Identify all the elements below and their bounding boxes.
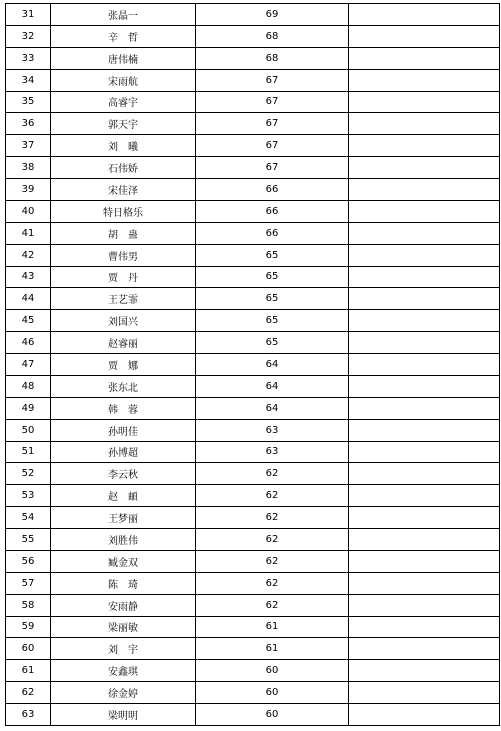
score-cell: 68	[196, 25, 349, 47]
name-cell: 胡 蛊	[51, 222, 196, 244]
table-row	[6, 616, 500, 638]
remark-cell	[349, 507, 500, 529]
row-number-cell: 32	[6, 25, 51, 47]
score-cell: 60	[196, 704, 349, 726]
row-number-cell: 36	[6, 113, 51, 135]
score-table	[5, 3, 500, 726]
remark-cell	[349, 419, 500, 441]
score-cell: 64	[196, 375, 349, 397]
table-row	[6, 550, 500, 572]
score-cell: 65	[196, 332, 349, 354]
table-row	[6, 47, 500, 69]
row-number-cell: 45	[6, 310, 51, 332]
table-row	[6, 4, 500, 26]
name-cell: 特日格乐	[51, 200, 196, 222]
row-number-cell: 42	[6, 244, 51, 266]
score-cell: 62	[196, 550, 349, 572]
remark-cell	[349, 4, 500, 26]
remark-cell	[349, 200, 500, 222]
score-cell: 60	[196, 682, 349, 704]
row-number-cell: 39	[6, 179, 51, 201]
name-cell: 梁丽敏	[51, 616, 196, 638]
row-number-cell: 60	[6, 638, 51, 660]
name-cell: 刘胜伟	[51, 529, 196, 551]
remark-cell	[349, 375, 500, 397]
row-number-cell: 58	[6, 594, 51, 616]
remark-cell	[349, 179, 500, 201]
row-number-cell: 40	[6, 200, 51, 222]
row-number-cell: 62	[6, 682, 51, 704]
remark-cell	[349, 485, 500, 507]
table-row	[6, 25, 500, 47]
name-cell: 辛 哲	[51, 25, 196, 47]
name-cell: 徐金婷	[51, 682, 196, 704]
remark-cell	[349, 332, 500, 354]
score-cell: 65	[196, 266, 349, 288]
table-row	[6, 529, 500, 551]
table-body	[6, 4, 500, 726]
score-cell: 62	[196, 572, 349, 594]
score-cell: 67	[196, 113, 349, 135]
table-row	[6, 375, 500, 397]
remark-cell	[349, 529, 500, 551]
row-number-cell: 38	[6, 157, 51, 179]
remark-cell	[349, 397, 500, 419]
row-number-cell: 50	[6, 419, 51, 441]
table-row	[6, 572, 500, 594]
score-cell: 62	[196, 529, 349, 551]
name-cell: 刘 曦	[51, 135, 196, 157]
table-row	[6, 266, 500, 288]
table-row	[6, 288, 500, 310]
row-number-cell: 63	[6, 704, 51, 726]
row-number-cell: 41	[6, 222, 51, 244]
score-cell: 61	[196, 616, 349, 638]
remark-cell	[349, 572, 500, 594]
row-number-cell: 34	[6, 69, 51, 91]
name-cell: 赵睿丽	[51, 332, 196, 354]
table-row	[6, 507, 500, 529]
name-cell: 陈 琦	[51, 572, 196, 594]
remark-cell	[349, 25, 500, 47]
remark-cell	[349, 113, 500, 135]
remark-cell	[349, 550, 500, 572]
remark-cell	[349, 616, 500, 638]
score-cell: 69	[196, 4, 349, 26]
table-row	[6, 354, 500, 376]
remark-cell	[349, 441, 500, 463]
table-row	[6, 397, 500, 419]
remark-cell	[349, 266, 500, 288]
score-cell: 63	[196, 419, 349, 441]
score-cell: 65	[196, 288, 349, 310]
score-cell: 68	[196, 47, 349, 69]
score-cell: 62	[196, 485, 349, 507]
score-cell: 66	[196, 222, 349, 244]
score-cell: 61	[196, 638, 349, 660]
table-row	[6, 135, 500, 157]
remark-cell	[349, 157, 500, 179]
remark-cell	[349, 594, 500, 616]
row-number-cell: 51	[6, 441, 51, 463]
row-number-cell: 49	[6, 397, 51, 419]
table-row	[6, 594, 500, 616]
name-cell: 安鑫琪	[51, 660, 196, 682]
name-cell: 宋雨航	[51, 69, 196, 91]
table-row	[6, 69, 500, 91]
score-cell: 66	[196, 200, 349, 222]
row-number-cell: 56	[6, 550, 51, 572]
score-cell: 65	[196, 310, 349, 332]
name-cell: 刘 宇	[51, 638, 196, 660]
name-cell: 王梦丽	[51, 507, 196, 529]
row-number-cell: 35	[6, 91, 51, 113]
score-cell: 66	[196, 179, 349, 201]
row-number-cell: 55	[6, 529, 51, 551]
name-cell: 刘国兴	[51, 310, 196, 332]
name-cell: 李云秋	[51, 463, 196, 485]
table-row	[6, 222, 500, 244]
table-row	[6, 660, 500, 682]
table-row	[6, 441, 500, 463]
name-cell: 张东北	[51, 375, 196, 397]
row-number-cell: 61	[6, 660, 51, 682]
name-cell: 王艺霏	[51, 288, 196, 310]
score-cell: 62	[196, 594, 349, 616]
row-number-cell: 54	[6, 507, 51, 529]
remark-cell	[349, 463, 500, 485]
name-cell: 梁明明	[51, 704, 196, 726]
remark-cell	[349, 91, 500, 113]
name-cell: 贾 娜	[51, 354, 196, 376]
table-row	[6, 200, 500, 222]
row-number-cell: 43	[6, 266, 51, 288]
name-cell: 孙博超	[51, 441, 196, 463]
name-cell: 石伟娇	[51, 157, 196, 179]
row-number-cell: 33	[6, 47, 51, 69]
remark-cell	[349, 135, 500, 157]
remark-cell	[349, 638, 500, 660]
row-number-cell: 31	[6, 4, 51, 26]
row-number-cell: 37	[6, 135, 51, 157]
row-number-cell: 47	[6, 354, 51, 376]
name-cell: 唐伟楠	[51, 47, 196, 69]
name-cell: 贾 丹	[51, 266, 196, 288]
row-number-cell: 59	[6, 616, 51, 638]
table-row	[6, 704, 500, 726]
remark-cell	[349, 244, 500, 266]
row-number-cell: 48	[6, 375, 51, 397]
row-number-cell: 46	[6, 332, 51, 354]
score-cell: 62	[196, 507, 349, 529]
row-number-cell: 44	[6, 288, 51, 310]
name-cell: 赵 頔	[51, 485, 196, 507]
score-cell: 67	[196, 157, 349, 179]
table-row	[6, 310, 500, 332]
remark-cell	[349, 47, 500, 69]
score-cell: 62	[196, 463, 349, 485]
score-cell: 67	[196, 69, 349, 91]
remark-cell	[349, 310, 500, 332]
table-row	[6, 157, 500, 179]
table-row	[6, 113, 500, 135]
remark-cell	[349, 682, 500, 704]
score-cell: 65	[196, 244, 349, 266]
row-number-cell: 52	[6, 463, 51, 485]
table-row	[6, 682, 500, 704]
name-cell: 臧金双	[51, 550, 196, 572]
name-cell: 韩 蓉	[51, 397, 196, 419]
score-cell: 67	[196, 91, 349, 113]
remark-cell	[349, 660, 500, 682]
score-cell: 63	[196, 441, 349, 463]
name-cell: 孙明佳	[51, 419, 196, 441]
table-row	[6, 463, 500, 485]
row-number-cell: 53	[6, 485, 51, 507]
remark-cell	[349, 69, 500, 91]
row-number-cell: 57	[6, 572, 51, 594]
name-cell: 宋佳泽	[51, 179, 196, 201]
table-row	[6, 485, 500, 507]
name-cell: 曹伟男	[51, 244, 196, 266]
remark-cell	[349, 354, 500, 376]
table-row	[6, 638, 500, 660]
table-row	[6, 179, 500, 201]
score-cell: 67	[196, 135, 349, 157]
name-cell: 安雨静	[51, 594, 196, 616]
score-cell: 60	[196, 660, 349, 682]
name-cell: 高睿宇	[51, 91, 196, 113]
table-row	[6, 332, 500, 354]
score-cell: 64	[196, 354, 349, 376]
score-cell: 64	[196, 397, 349, 419]
table-row	[6, 91, 500, 113]
table-row	[6, 244, 500, 266]
name-cell: 郭天宇	[51, 113, 196, 135]
table-row	[6, 419, 500, 441]
name-cell: 张晶一	[51, 4, 196, 26]
remark-cell	[349, 288, 500, 310]
remark-cell	[349, 704, 500, 726]
remark-cell	[349, 222, 500, 244]
